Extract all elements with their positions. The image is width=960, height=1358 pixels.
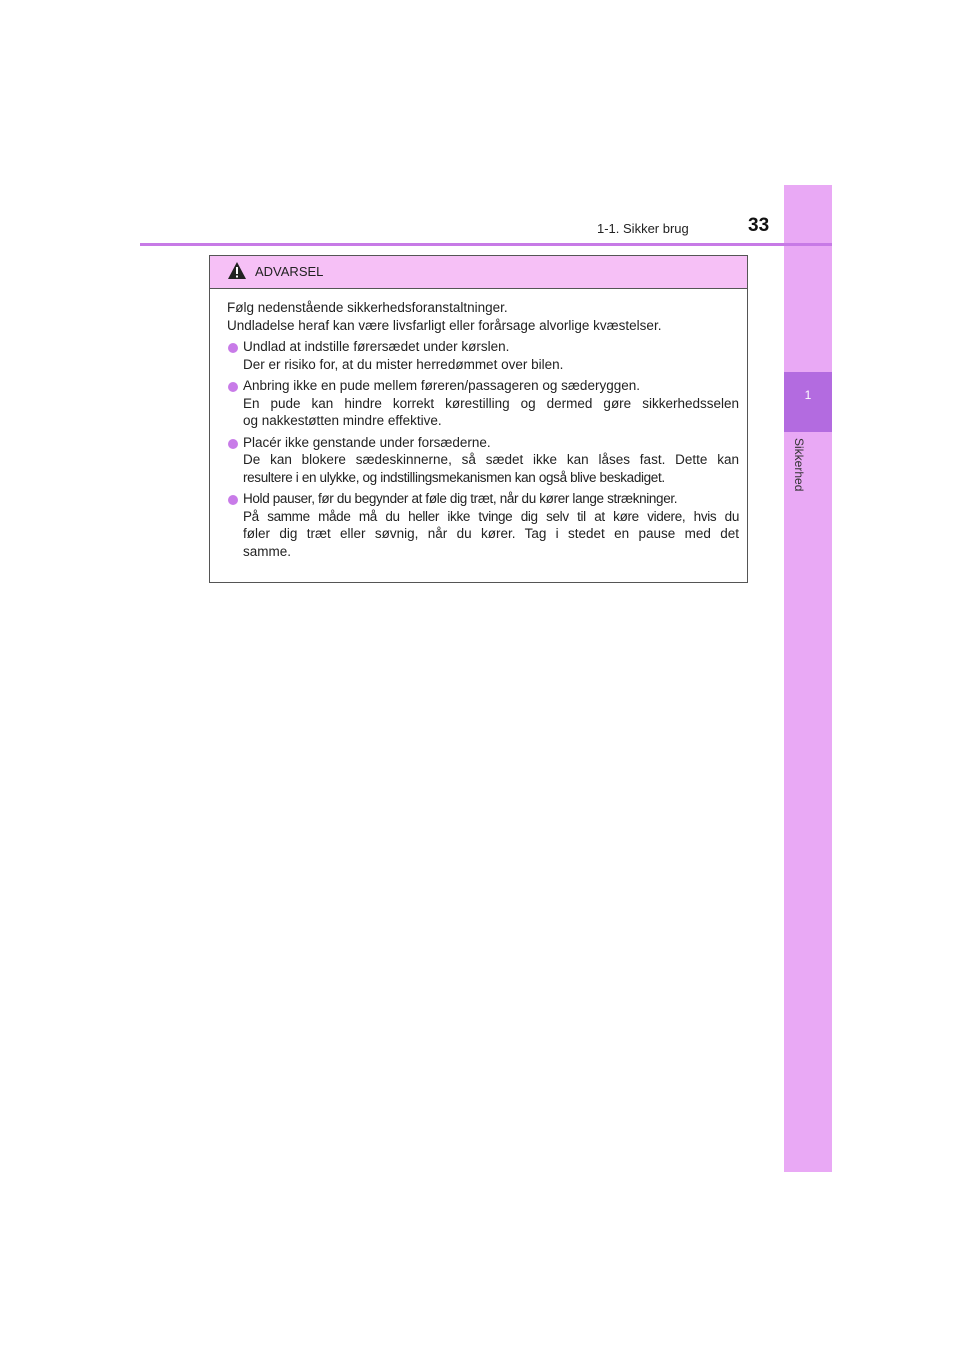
- warning-header: [210, 256, 747, 289]
- warning-item: [227, 338, 739, 373]
- item-text: resultere i en ulykke, og indstillingsmekanismen kan også blive beskadiget.: [243, 469, 665, 485]
- warning-intro: [227, 299, 739, 334]
- warning-box: [209, 255, 748, 583]
- chapter-title: Sikkerhed: [792, 438, 806, 492]
- bullet-icon: [228, 382, 238, 392]
- bullet-icon: [228, 343, 238, 353]
- chapter-tab-active: [784, 372, 832, 432]
- warning-title: ADVARSEL: [255, 264, 324, 279]
- page-number: 33: [748, 215, 770, 236]
- warning-triangle-icon: [227, 261, 247, 285]
- item-title: Undlad at indstille førersædet under kørslen.: [243, 339, 510, 354]
- bullet-icon: [228, 495, 238, 505]
- item-text: Der er risiko for, at du mister herredømmet over bilen.: [243, 356, 564, 372]
- chapter-side-tab: [784, 185, 832, 1172]
- warning-item: [227, 434, 739, 487]
- section-label: 1-1. Sikker brug: [597, 221, 689, 236]
- item-text: samme.: [243, 543, 292, 559]
- item-title: Anbring ikke en pude mellem føreren/passageren og sæderyggen.: [243, 378, 640, 393]
- intro-line: Undladelse heraf kan være livsfarligt eller forårsage alvorlige kvæstelser.: [227, 317, 662, 333]
- item-text: På samme måde må du heller ikke tvinge dig selv til at køre videre, hvis du: [243, 508, 739, 524]
- item-title: Placér ikke genstande under forsæderne.: [243, 434, 491, 450]
- header-divider: [140, 243, 832, 246]
- warning-body: [210, 289, 747, 560]
- warning-item: [227, 377, 739, 430]
- warning-item: [227, 490, 739, 560]
- item-text: De kan blokere sædeskinnerne, så sædet ikke kan låses fast. Dette kan: [243, 452, 739, 467]
- intro-line: Følg nedenstående sikkerhedsforanstaltninger.: [227, 300, 508, 315]
- item-text: føler dig træt eller søvnig, når du kører. Tag i stedet en pause med det: [243, 526, 739, 541]
- item-text: En pude kan hindre korrekt kørestilling og dermed gøre sikkerhedsselen: [243, 395, 739, 411]
- item-text: og nakkestøtten mindre effektive.: [243, 413, 442, 428]
- item-title: Hold pauser, før du begynder at føle dig træt, når du kører lange strækninger.: [243, 491, 678, 506]
- chapter-number: 1: [804, 388, 812, 402]
- bullet-icon: [228, 439, 238, 449]
